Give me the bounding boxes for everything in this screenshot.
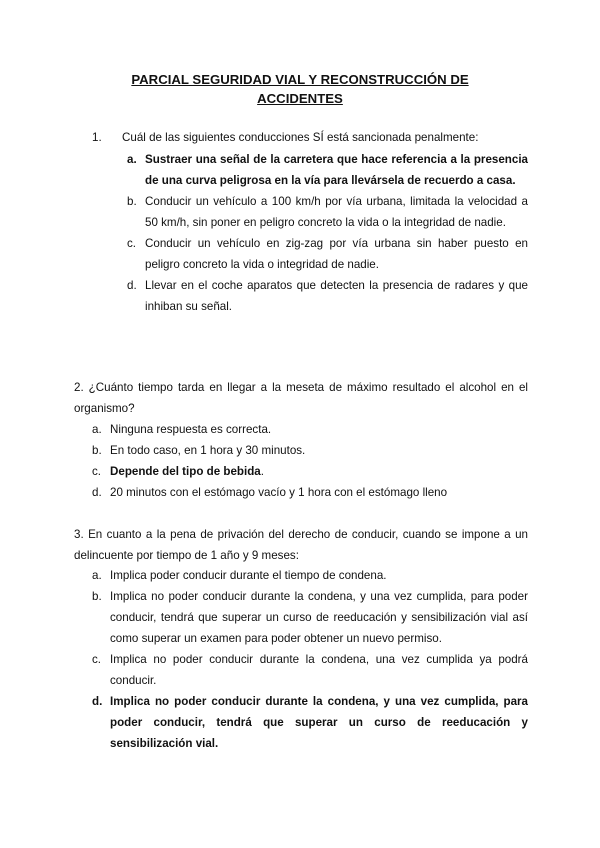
question-2 bbox=[74, 377, 528, 419]
option-a bbox=[92, 565, 528, 586]
option-text: Depende del tipo de bebida bbox=[110, 465, 261, 478]
option-c bbox=[92, 649, 528, 691]
option-label: a. bbox=[92, 569, 102, 582]
option-text: Sustraer una señal de la carretera que hace referencia a la presencia de una curva peligrosa en la vía para llevársela de recuerdo a casa. bbox=[145, 153, 528, 187]
option-suffix: . bbox=[260, 465, 264, 478]
option-b bbox=[92, 440, 528, 461]
option-label: b. bbox=[92, 590, 102, 603]
option-label: a. bbox=[127, 153, 137, 166]
option-text: En todo caso, en 1 hora y 30 minutos. bbox=[110, 444, 306, 457]
option-d bbox=[92, 482, 528, 503]
option-text: Ninguna respuesta es correcta. bbox=[110, 423, 272, 436]
question-text: Cuál de las siguientes conducciones SÍ está sancionada penalmente: bbox=[122, 131, 479, 144]
option-label: b. bbox=[127, 195, 137, 208]
question-1-options bbox=[127, 149, 528, 317]
option-d bbox=[92, 691, 528, 754]
option-d bbox=[127, 275, 528, 317]
option-c bbox=[92, 461, 528, 482]
option-text: Conducir un vehículo en zig-zag por vía urbana sin haber puesto en peligro concreto la vida o integridad de nadie. bbox=[145, 237, 528, 271]
question-text: 2. ¿Cuánto tiempo tarda en llegar a la meseta de máximo resultado el alcohol en el organismo? bbox=[74, 381, 528, 415]
option-label: c. bbox=[127, 237, 137, 250]
option-a bbox=[127, 149, 528, 191]
option-text: Implica no poder conducir durante la condena, y una vez cumplida, para poder conducir, tendrá que superar un curso de reeducación y sensibilización vial. bbox=[110, 695, 528, 750]
option-b bbox=[92, 586, 528, 649]
option-text: Conducir un vehículo a 100 km/h por vía urbana, limitada la velocidad a 50 km/h, sin poner en peligro concreto la vida o la integridad de nadie. bbox=[145, 195, 528, 229]
option-c bbox=[127, 233, 528, 275]
question-number: 1. bbox=[92, 131, 102, 144]
option-b bbox=[127, 191, 528, 233]
option-label: c. bbox=[92, 653, 102, 666]
option-text: Llevar en el coche aparatos que detecten la presencia de radares y que inhiban su señal. bbox=[145, 279, 528, 313]
option-a bbox=[92, 419, 528, 440]
document-title: PARCIAL SEGURIDAD VIAL Y RECONSTRUCCIÓN DE ACCIDENTES bbox=[131, 72, 469, 106]
option-label: a. bbox=[92, 423, 102, 436]
option-text: 20 minutos con el estómago vacío y 1 hora con el estómago lleno bbox=[110, 486, 448, 499]
option-text: Implica no poder conducir durante la condena, una vez cumplida ya podrá conducir. bbox=[110, 653, 528, 687]
option-text: Implica poder conducir durante el tiempo de condena. bbox=[110, 569, 387, 582]
option-label: d. bbox=[92, 695, 103, 708]
option-label: b. bbox=[92, 444, 102, 457]
option-label: d. bbox=[92, 486, 102, 499]
question-text: 3. En cuanto a la pena de privación del derecho de conducir, cuando se impone a un delincuente por tiempo de 1 año y 9 meses: bbox=[74, 528, 528, 562]
question-3-options bbox=[92, 565, 528, 754]
question-3 bbox=[74, 524, 528, 566]
option-label: c. bbox=[92, 465, 102, 478]
option-text: Implica no poder conducir durante la condena, y una vez cumplida, para poder conducir, tendrá que superar un curso de reeducación y sensibilización vial así como superar un examen para poder obtener un nuevo permiso. bbox=[110, 590, 528, 645]
question-2-options bbox=[92, 419, 528, 503]
option-label: d. bbox=[127, 279, 137, 292]
